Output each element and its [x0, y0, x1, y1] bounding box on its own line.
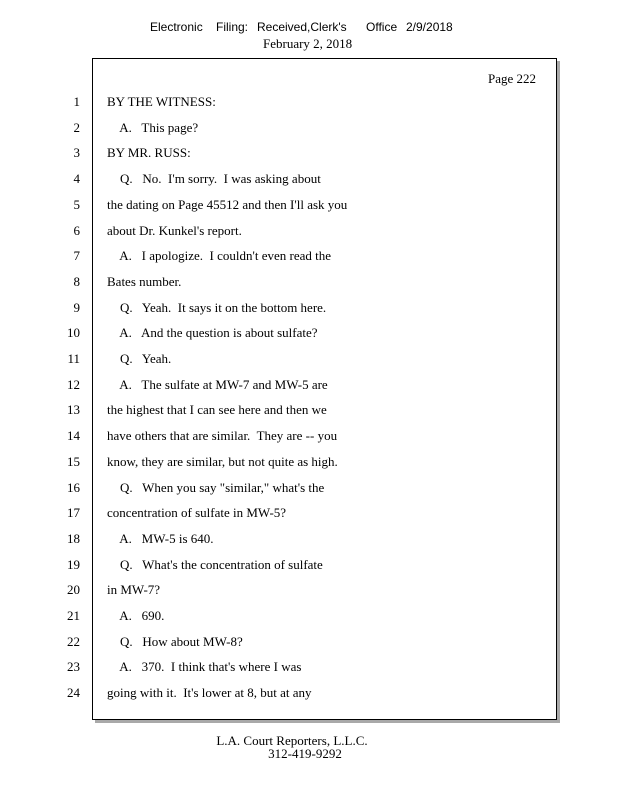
line-number: 23 [67, 659, 80, 674]
transcript-line-text: BY THE WITNESS: [107, 94, 216, 109]
line-number: 16 [67, 480, 80, 495]
line-number: 15 [67, 454, 80, 469]
line-number: 9 [73, 300, 80, 315]
transcript-line-text: A. I apologize. I couldn't even read the [107, 248, 331, 263]
line-number: 3 [73, 145, 80, 160]
filing-stamp-word: Electronic [150, 20, 203, 34]
transcript-line-text: Q. Yeah. It says it on the bottom here. [107, 300, 327, 315]
filing-stamp [0, 20, 618, 36]
transcript-line-text: BY MR. RUSS: [107, 145, 191, 160]
transcript-line-text: going with it. It's lower at 8, but at any [107, 685, 312, 700]
line-number: 21 [67, 608, 80, 623]
transcript-line-text: Q. When you say "similar," what's the [107, 480, 325, 495]
transcript-line-text: Q. No. I'm sorry. I was asking about [107, 171, 321, 186]
transcript-line-text: the highest that I can see here and then we [107, 402, 327, 417]
transcript-line-text: Q. What's the concentration of sulfate [107, 557, 323, 572]
line-number: 7 [73, 248, 80, 263]
transcript-date: February 2, 2018 [263, 36, 353, 51]
line-number: 4 [73, 171, 80, 186]
line-number: 6 [73, 223, 80, 238]
line-number: 11 [67, 351, 80, 366]
line-number: 10 [67, 325, 80, 340]
line-number: 1 [73, 94, 80, 109]
line-number: 17 [67, 505, 80, 520]
transcript-line-text: the dating on Page 45512 and then I'll ask you [107, 197, 348, 212]
filing-stamp-date: 2/9/2018 [406, 20, 453, 34]
transcript-line-text: Bates number. [107, 274, 182, 289]
line-number: 24 [67, 685, 80, 700]
transcript-line-text: about Dr. Kunkel's report. [107, 223, 242, 238]
filing-stamp-word: Received,Clerk's [257, 20, 347, 34]
transcript-line-text: in MW-7? [107, 582, 161, 597]
line-number: 2 [73, 120, 80, 135]
line-number: 13 [67, 402, 80, 417]
line-number: 22 [67, 634, 80, 649]
transcript-line-text: Q. Yeah. [107, 351, 172, 366]
line-number: 5 [73, 197, 80, 212]
transcript-line-text: A. MW-5 is 640. [107, 531, 214, 546]
line-number: 8 [73, 274, 80, 289]
line-number: 20 [67, 582, 80, 597]
transcript-line-text: A. This page? [107, 120, 199, 135]
court-reporter-name: L.A. Court Reporters, L.L.C. [216, 733, 368, 748]
line-number: 18 [67, 531, 80, 546]
transcript-line-text: Q. How about MW-8? [107, 634, 243, 649]
filing-stamp-word: Office [366, 20, 398, 34]
transcript-line-text: concentration of sulfate in MW-5? [107, 505, 287, 520]
transcript-line-text: A. 370. I think that's where I was [107, 659, 302, 674]
transcript-line-text: A. 690. [107, 608, 165, 623]
line-number: 12 [67, 377, 80, 392]
transcript-line-text: A. The sulfate at MW-7 and MW-5 are [107, 377, 328, 392]
transcript-line-text: have others that are similar. They are -- you [107, 428, 338, 443]
transcript-line-text: A. And the question is about sulfate? [107, 325, 318, 340]
line-number: 19 [67, 557, 80, 572]
court-reporter-phone: 312-419-9292 [268, 746, 342, 761]
filing-stamp-word: Filing: [216, 20, 249, 34]
transcript-line-text: know, they are similar, but not quite as high. [107, 454, 338, 469]
line-number: 14 [67, 428, 80, 443]
page-number: Page 222 [487, 71, 536, 86]
